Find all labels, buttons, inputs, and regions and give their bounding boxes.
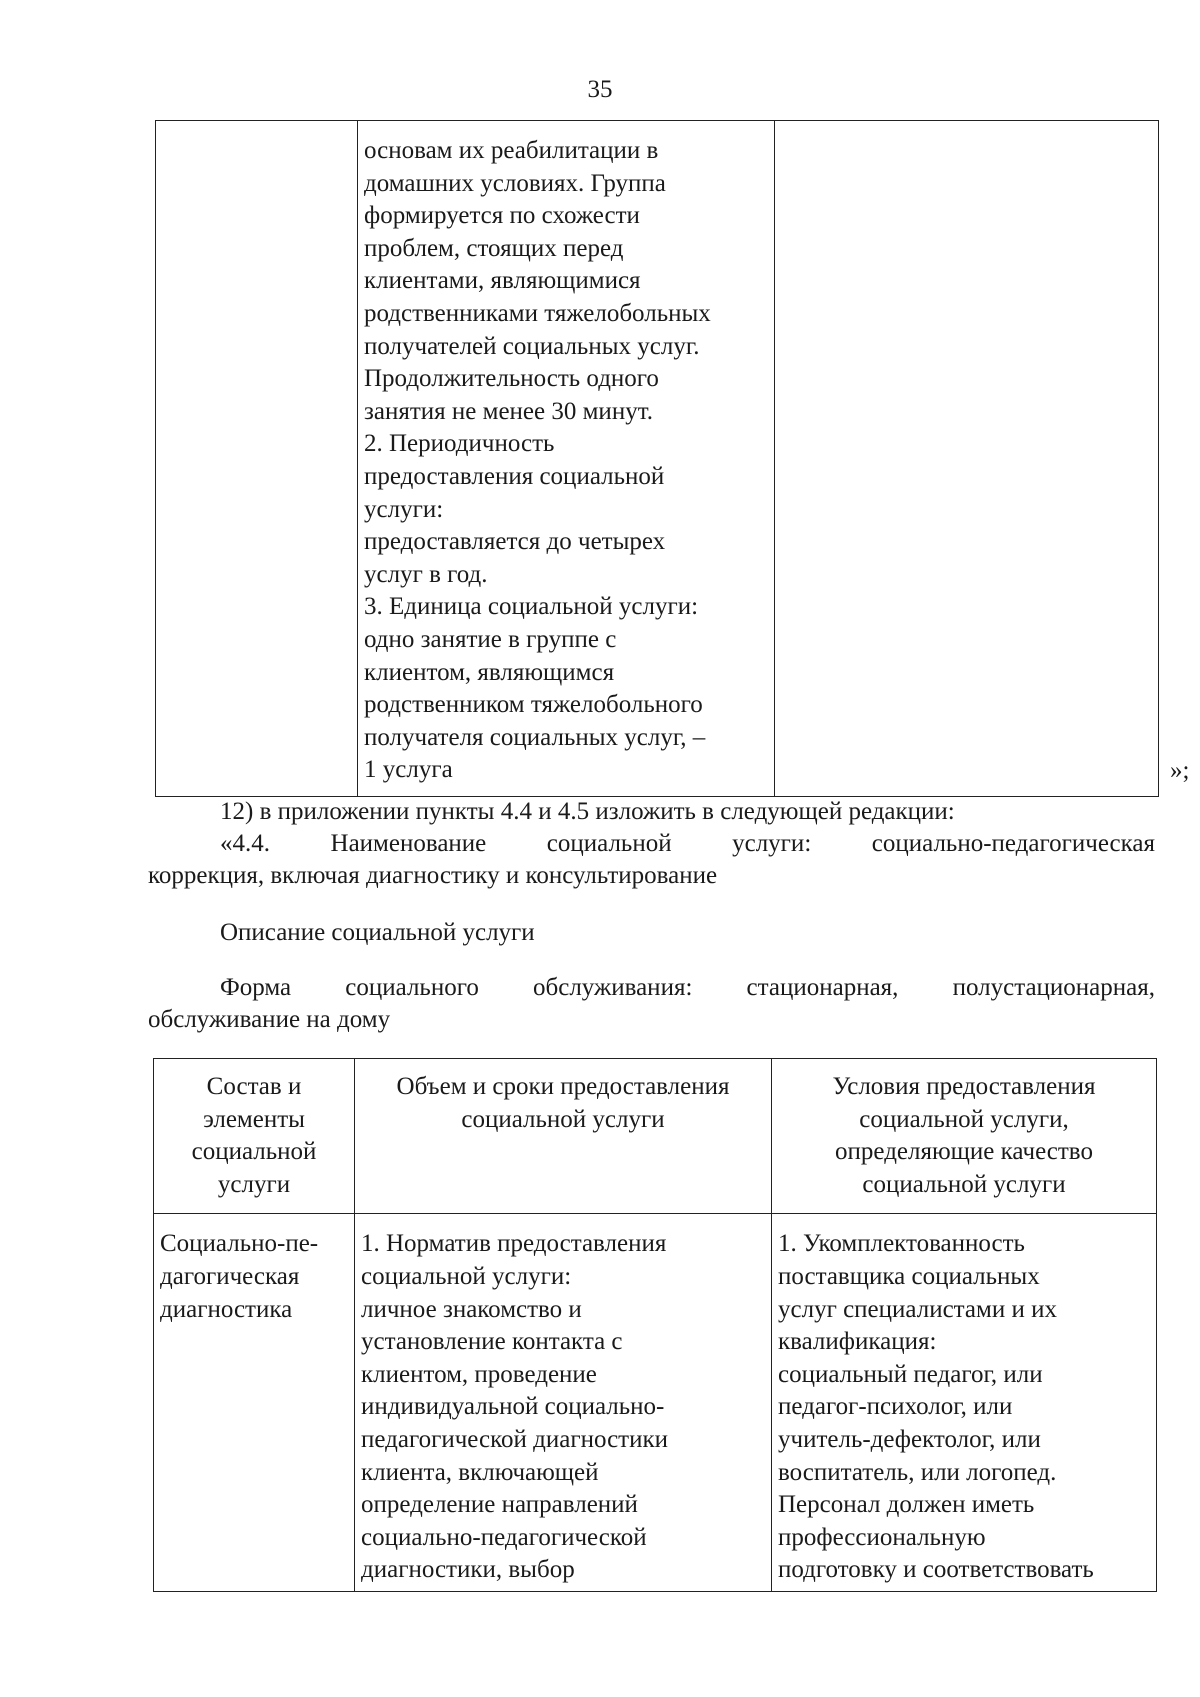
table-header-row (154, 1059, 1157, 1214)
description-heading: Описание социальной услуги (220, 919, 535, 946)
cell-text-line: установление контакта с (361, 1328, 623, 1356)
cell-text-line: диагностика (160, 1295, 293, 1323)
page-number: 35 (587, 76, 613, 103)
word: услуги: (732, 830, 812, 857)
cell-text-line: предоставляется до четырех (364, 528, 666, 556)
cell-text-line: услуг в год. (364, 560, 488, 588)
cell-text-line: диагностики, выбор (361, 1556, 575, 1584)
header-text-line: социальной услуги, (859, 1105, 1069, 1133)
cell-text-line: родственниками тяжелобольных (364, 299, 711, 327)
cell-text-line: квалификация: (778, 1328, 937, 1356)
paragraph-4-4-line2: коррекция, включая диагностику и консультирование (148, 862, 718, 889)
word: обслуживания: (533, 974, 693, 1001)
cell-text-line: Социально-пе- (160, 1230, 319, 1258)
word: социальной (546, 830, 672, 857)
cell-text-line: социальной услуги: (361, 1262, 572, 1290)
cell-text-line: подготовку и соответствовать (778, 1556, 1094, 1584)
table-cell-empty (775, 121, 1159, 797)
cell-text-line: клиентом, являющимся (364, 658, 615, 686)
cell-text-line: воспитатель, или логопед. (778, 1458, 1057, 1486)
cell-text-line: предоставления социальной (364, 462, 665, 490)
cell-text-line: 1 услуга (364, 756, 453, 784)
cell-text-line: 1. Норматив предоставления (361, 1230, 667, 1258)
cell-text-line: услуги: (364, 495, 444, 523)
cell-text-line: услуг специалистами и их (778, 1295, 1057, 1323)
paragraph-4-4-line1 (220, 828, 1155, 860)
cell-text-line: родственником тяжелобольного (364, 691, 703, 719)
word: «4.4. (220, 830, 270, 857)
cell-text-line: учитель-дефектолог, или (778, 1425, 1041, 1453)
cell-text-line: клиентами, являющимися (364, 267, 641, 295)
cell-text-line: формируется по схожести (364, 202, 640, 230)
cell-text-line: социальный педагог, или (778, 1360, 1043, 1388)
cell-text-line: 2. Периодичность (364, 430, 555, 458)
word: социально-педагогическая (871, 830, 1156, 857)
header-text-line: Объем и сроки предоставления (396, 1073, 730, 1100)
cell-text-line: Персонал должен иметь (778, 1491, 1035, 1519)
cell-text-line: домашних условиях. Группа (364, 169, 666, 197)
cell-text-line: социально-педагогической (361, 1523, 647, 1551)
cell-text-line: дагогическая (160, 1262, 300, 1290)
cell-conditions (772, 1214, 1157, 1592)
cell-text-line: поставщика социальных (778, 1262, 1040, 1290)
word: Наименование (330, 830, 487, 857)
service-form-line1 (220, 972, 1155, 1004)
continuation-table (155, 120, 1159, 797)
cell-text-line: получателя социальных услуг, – (364, 723, 706, 751)
header-text-line: Условия предоставления (832, 1073, 1096, 1100)
closing-quote-mark: »; (1170, 757, 1190, 784)
header-composition (154, 1059, 355, 1214)
cell-text-line: одно занятие в группе с (364, 625, 617, 653)
cell-text-line: индивидуальной социально- (361, 1393, 665, 1421)
service-description-table (153, 1058, 1157, 1592)
cell-volume (355, 1214, 772, 1592)
header-conditions (772, 1059, 1157, 1214)
cell-text-line: педагогической диагностики (361, 1425, 668, 1453)
cell-text-line: 3. Единица социальной услуги: (364, 593, 699, 621)
cell-text-line: клиентом, проведение (361, 1360, 597, 1388)
cell-text-line: личное знакомство и (361, 1295, 582, 1323)
table-row (156, 121, 1159, 797)
cell-text-line: основам их реабилитации в (364, 137, 659, 164)
header-volume (355, 1059, 772, 1214)
header-text-line: элементы (203, 1105, 305, 1133)
cell-text-line: профессиональную (778, 1523, 986, 1551)
header-text-line: Состав и (206, 1073, 302, 1100)
word: социального (345, 974, 479, 1001)
table-cell-volume (358, 121, 775, 797)
table-row (154, 1214, 1157, 1592)
cell-text-line: определение направлений (361, 1491, 638, 1519)
header-text-line: социальной услуги (461, 1105, 665, 1133)
cell-text-line: 1. Укомплектованность (778, 1230, 1025, 1258)
cell-text-line: педагог-психолог, или (778, 1393, 1013, 1421)
cell-text-line: получателей социальных услуг. (364, 332, 700, 360)
cell-element (154, 1214, 355, 1592)
header-text-line: социальной (191, 1138, 317, 1166)
header-text-line: социальной услуги (862, 1170, 1066, 1198)
header-text-line: услуги (217, 1170, 291, 1198)
word: стационарная, (746, 974, 899, 1001)
cell-text-line: проблем, стоящих перед (364, 234, 624, 262)
word: Форма (220, 974, 292, 1001)
table-cell-empty (156, 121, 358, 797)
word: полустационарная, (952, 974, 1155, 1001)
cell-text-line: Продолжительность одного (364, 365, 659, 393)
cell-text-line: занятия не менее 30 минут. (364, 397, 653, 425)
paragraph-item-12: 12) в приложении пункты 4.4 и 4.5 изложить в следующей редакции: (220, 798, 955, 825)
cell-text-line: клиента, включающей (361, 1458, 599, 1486)
service-form-line2: обслуживание на дому (148, 1006, 391, 1033)
header-text-line: определяющие качество (835, 1138, 1093, 1166)
